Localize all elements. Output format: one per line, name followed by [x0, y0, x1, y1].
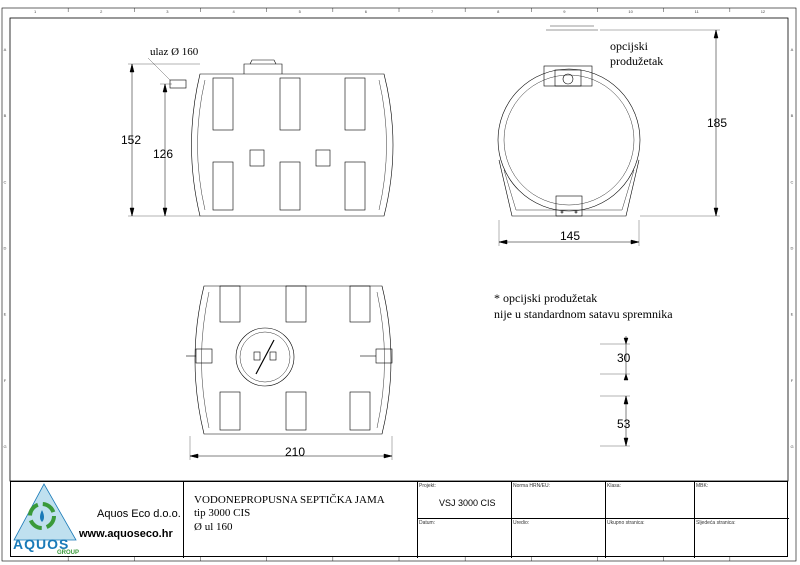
column-number: 1 [33, 9, 37, 14]
total-pages-label: Ukupno stranica: [607, 520, 645, 526]
class-label: Klasa: [607, 483, 621, 489]
drawn-by-label: Uredio: [513, 520, 530, 526]
dimension-152: 152 [121, 133, 142, 147]
tank-top-view [186, 286, 392, 434]
row-number: C [3, 179, 7, 185]
tank-side-view [170, 60, 393, 216]
row-number: A [790, 47, 794, 53]
row-number: D [3, 245, 7, 251]
column-number: 12 [760, 9, 766, 14]
title-line-1: VODONEPROPUSNA SEPTIČKA JAMA [194, 494, 385, 506]
next-page-cell [694, 518, 789, 558]
row-number: F [790, 377, 794, 383]
next-page-label: Sljedeća stranica: [696, 520, 736, 526]
row-number: A [3, 47, 7, 53]
row-number: D [790, 245, 794, 251]
mbk-label: MBK: [696, 483, 709, 489]
column-number: 6 [364, 9, 368, 14]
dimension-210: 210 [285, 445, 306, 459]
column-number: 9 [563, 9, 566, 14]
logo-text: AQUOS [13, 536, 70, 552]
drawn-by-cell [511, 518, 605, 558]
row-grid-numbers [3, 47, 793, 449]
class-cell [605, 482, 694, 518]
column-number: 10 [628, 9, 633, 14]
dimension-126: 126 [153, 147, 174, 161]
dimension-53: 53 [617, 417, 631, 431]
date-cell [417, 518, 511, 558]
title-line-2: tip 3000 CIS [194, 507, 251, 519]
title-line-3: Ø ul 160 [194, 521, 233, 533]
company-name: Aquos Eco d.o.o. [97, 508, 181, 520]
column-number: 5 [298, 9, 301, 14]
optional-extension-label-2: produžetak [610, 54, 664, 68]
outer-frame [2, 8, 796, 561]
column-number: 2 [100, 9, 103, 14]
company-website: www.aquoseco.hr [79, 528, 173, 540]
inlet-label: ulaz Ø 160 [150, 46, 199, 58]
optional-extension-label-1: opcijski [610, 39, 648, 53]
dimension-145: 145 [560, 229, 581, 243]
mbk-cell [694, 482, 789, 518]
column-grid-numbers [34, 9, 766, 14]
norm-label: Norma HRN/EU: [513, 483, 550, 489]
date-label: Datum: [419, 520, 436, 526]
column-number: 11 [694, 9, 699, 14]
row-number: E [790, 311, 794, 317]
dimension-30: 30 [617, 351, 631, 365]
row-number: C [790, 179, 794, 185]
column-number: 4 [232, 9, 235, 14]
note-line-2: nije u standardnom satavu spremnika [494, 307, 673, 321]
title-block [10, 481, 788, 557]
project-value: VSJ 3000 CIS [439, 498, 496, 508]
row-number: E [3, 311, 7, 317]
row-number: F [3, 377, 7, 383]
column-grid-ticks [68, 8, 730, 561]
row-number: B [3, 113, 7, 119]
row-number: B [790, 113, 794, 119]
row-number: G [790, 443, 794, 449]
inner-frame [10, 18, 788, 481]
project-cell [417, 482, 511, 518]
note-line-1: * opcijski produžetak [494, 291, 598, 305]
norm-cell [511, 482, 605, 518]
column-number: 3 [166, 9, 169, 14]
row-number: G [3, 443, 7, 449]
column-number: 8 [497, 9, 500, 14]
logo-subtext: GROUP [57, 550, 80, 556]
dimension-185: 185 [707, 116, 728, 130]
column-number: 7 [430, 9, 434, 14]
project-label: Projekt: [419, 483, 436, 489]
title-cell [183, 482, 417, 558]
total-pages-cell [605, 518, 694, 558]
